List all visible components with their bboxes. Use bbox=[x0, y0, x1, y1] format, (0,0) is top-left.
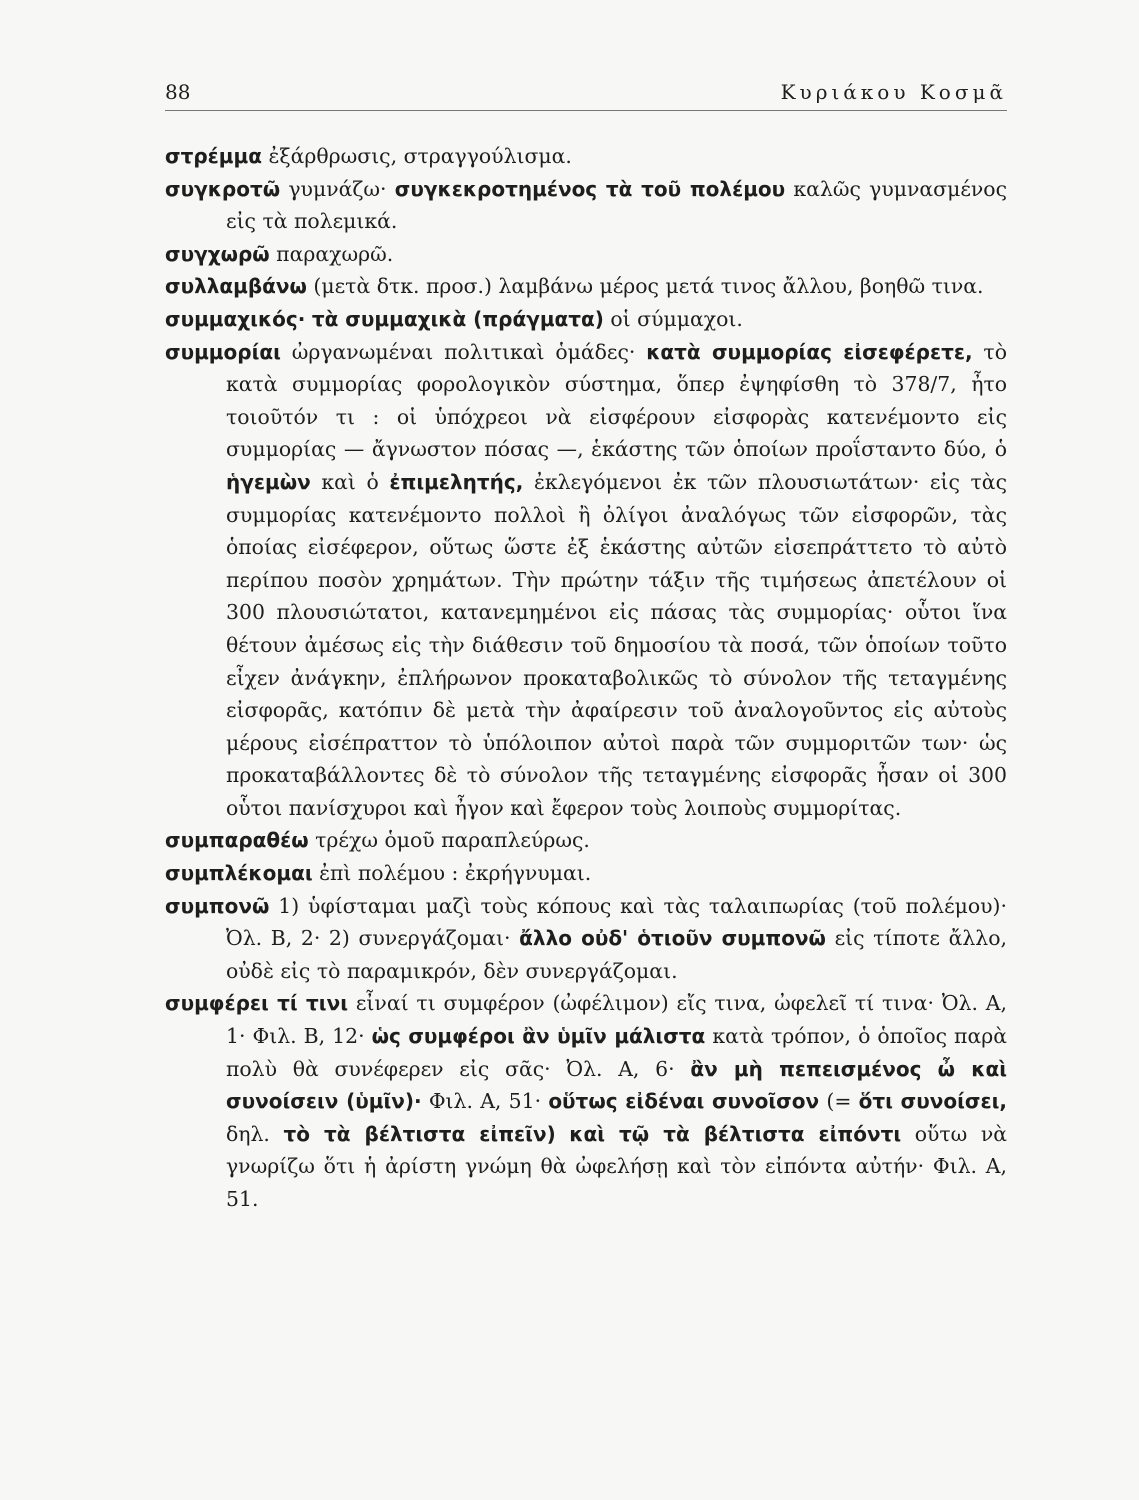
bold-phrase: συγκεκροτημένος τὰ τοῦ πολέμου bbox=[394, 176, 786, 201]
running-title: Κυριάκου Κοσμᾶ bbox=[780, 80, 1007, 104]
entry-headword: συγχωρῶ bbox=[165, 241, 270, 266]
entry-text: καὶ ὁ bbox=[310, 469, 390, 494]
entry-headword: συγκροτῶ bbox=[165, 176, 281, 201]
dictionary-entry bbox=[165, 336, 1007, 825]
bold-phrase: ἂν μὴ πεπεισμένος ὦ καὶ συνοίσειν (ὑμῖν)· bbox=[226, 1056, 1007, 1114]
dictionary-entry bbox=[165, 824, 1007, 857]
bold-phrase: οὕτως εἰδέναι συνοῖσον bbox=[548, 1089, 820, 1114]
bold-phrase: ἡγεμὼν bbox=[226, 469, 311, 494]
entry-text: εἶναί τι συμφέρον (ὠφέλιμον) εἴς τινα, ὠφελεῖ τί τινα· Ὀλ. Α, 1· Φιλ. Β, 12· bbox=[226, 991, 1007, 1049]
entry-text: οὕτω νὰ γνωρίζω ὅτι ἡ ἀρίστη γνώμη θὰ ὠφελήσῃ καὶ τὸν εἰπόντα αὐτήν· Φιλ. Α, 51. bbox=[226, 1121, 1008, 1211]
entry-text: οἱ σύμμαχοι. bbox=[603, 306, 743, 331]
dictionary-entry bbox=[165, 987, 1007, 1215]
dictionary-body bbox=[165, 140, 1007, 1216]
entry-text: (μετὰ δτκ. προσ.) λαμβάνω μέρος μετά τινος ἄλλου, βοηθῶ τινα. bbox=[306, 274, 984, 299]
entry-text: παραχωρῶ. bbox=[269, 241, 394, 266]
bold-phrase: καὶ τῷ τὰ βέλτιστα εἰπόντι bbox=[569, 1121, 902, 1146]
entry-headword: συμπαραθέω bbox=[165, 828, 309, 853]
entry-headword: συμμορίαι bbox=[165, 339, 281, 364]
dictionary-entry bbox=[165, 238, 1007, 271]
entry-text: 1) ὑφίσταμαι μαζὶ τοὺς κόπους καὶ τὰς ταλαιπωρίας (τοῦ πολέμου)· Ὀλ. Β, 2· 2) συνεργάζομαι· bbox=[226, 893, 1007, 951]
entry-headword: συλλαμβάνω bbox=[165, 274, 307, 299]
entry-text: τρέχω ὁμοῦ παραπλεύρως. bbox=[308, 828, 590, 853]
entry-text: κατὰ τρόπον, ὁ ὁποῖος παρὰ πολὺ θὰ συνέφερεν εἰς σᾶς· Ὀλ. Α, 6· bbox=[226, 1024, 1007, 1081]
entry-text: ὠργανωμέναι πολιτικαὶ ὁμάδες· bbox=[280, 339, 647, 364]
dictionary-entry bbox=[165, 303, 1007, 336]
bold-phrase: ὅτι συνοίσει, bbox=[858, 1089, 1008, 1114]
bold-phrase: τὰ συμμαχικὰ (πράγματα) bbox=[311, 306, 604, 331]
entry-headword: συμπονῶ bbox=[165, 893, 270, 918]
dictionary-entry bbox=[165, 857, 1007, 890]
bold-phrase: ἐπιμελητής, bbox=[389, 469, 524, 494]
bold-phrase: ὡς συμφέροι ἂν ὑμῖν μάλιστα bbox=[371, 1024, 706, 1049]
entry-text: εἰς τίποτε ἄλλο, οὐδὲ εἰς τὸ παραμικρόν, δὲν συνεργάζομαι. bbox=[226, 926, 1007, 983]
dictionary-entry bbox=[165, 270, 1007, 303]
entry-text: ἐξάρθρωσις, στραγγούλισμα. bbox=[261, 144, 572, 168]
entry-text: Φιλ. Α, 51· bbox=[421, 1089, 549, 1114]
bold-phrase: ἄλλο οὐδ' ὁτιοῦν συμπονῶ bbox=[519, 926, 826, 951]
page-header bbox=[165, 76, 1007, 111]
entry-text: ἐκλεγόμενοι ἐκ τῶν πλουσιωτάτων· εἰς τὰς συμμορίας κατενέμοντο πολλοὶ ἢ ὀλίγοι ἀναλόγως τῶν εἰσφορῶν, τὰς ὁποίας εἰσέφερον, οὕτως ὥστε ἐξ ἑκάστης αὐτῶν εἰσεπράττετο τὸ αὐτὸ περίπου ποσὸν χρημάτων. Τὴν πρώτην τάξιν τῆς τιμήσεως ἀπετέλουν οἱ 300 πλουσιώτατοι, κατανεμημένοι εἰς πάσας τὰς συμμορίας· οὗτοι ἵνα θέτουν ἀμέσως εἰς τὴν διάθεσιν τοῦ δημοσίου τὰ ποσά, τῶν ὁποίων τοῦτο εἶχεν ἀνάγκην, ἐπλήρωνον προκαταβολικῶς τὸ σύνολον τῆς τεταγμένης εἰσφορᾶς, κατόπιν δὲ μετὰ τὴν ἀφαίρεσιν τοῦ ἀναλογοῦντος εἰς αὐτοὺς μέρους εἰσέπραττον τὸ ὑπόλοιπον αὐτοὶ παρὰ τῶν συμμοριτῶν των· ὡς προκαταβάλλοντες δὲ τὸ σύνολον τῆς τεταγμένης εἰσφορᾶς ἦσαν οἱ 300 οὗτοι πανίσχυροι καὶ ἦγον καὶ ἔφερον τοὺς λοιποὺς συμμορίτας. bbox=[226, 469, 1007, 820]
entry-headword: συμμαχικός· bbox=[165, 306, 306, 331]
dictionary-entry bbox=[165, 140, 1007, 173]
entry-text: δηλ. bbox=[226, 1121, 284, 1146]
entry-text: γυμνάζω· bbox=[280, 176, 395, 201]
page-number: 88 bbox=[165, 80, 191, 104]
entry-text: ἐπὶ πολέμου : ἐκρήγνυμαι. bbox=[312, 861, 592, 886]
dictionary-entry bbox=[165, 890, 1007, 988]
bold-phrase: κατὰ συμμορίας εἰσεφέρετε, bbox=[646, 339, 973, 364]
entry-headword: στρέμμα bbox=[165, 144, 262, 168]
bold-phrase: τὸ τὰ βέλτιστα εἰπεῖν) bbox=[283, 1121, 556, 1146]
entry-text: (= bbox=[819, 1089, 859, 1114]
entry-headword: συμφέρει τί τινι bbox=[165, 991, 349, 1016]
dictionary-entry bbox=[165, 173, 1007, 238]
entry-headword: συμπλέκομαι bbox=[165, 861, 313, 886]
entry-text bbox=[556, 1122, 570, 1146]
entry-text: τὸ κατὰ συμμορίας φορολογικὸν σύστημα, ὅπερ ἐψηφίσθη τὸ 378/7, ἦτο τοιοῦτόν τι : οἱ ὑπόχρεοι νὰ εἰσφέρουν εἰσφορὰς κατενέμοντο εἰς συμμορίας — ἄγνωστον πόσας —, ἑκάστης τῶν ὁποίων προΐσταντο δύο, ὁ bbox=[226, 339, 1007, 462]
entry-text: καλῶς γυμνασμένος εἰς τὰ πολεμικά. bbox=[226, 176, 1007, 234]
